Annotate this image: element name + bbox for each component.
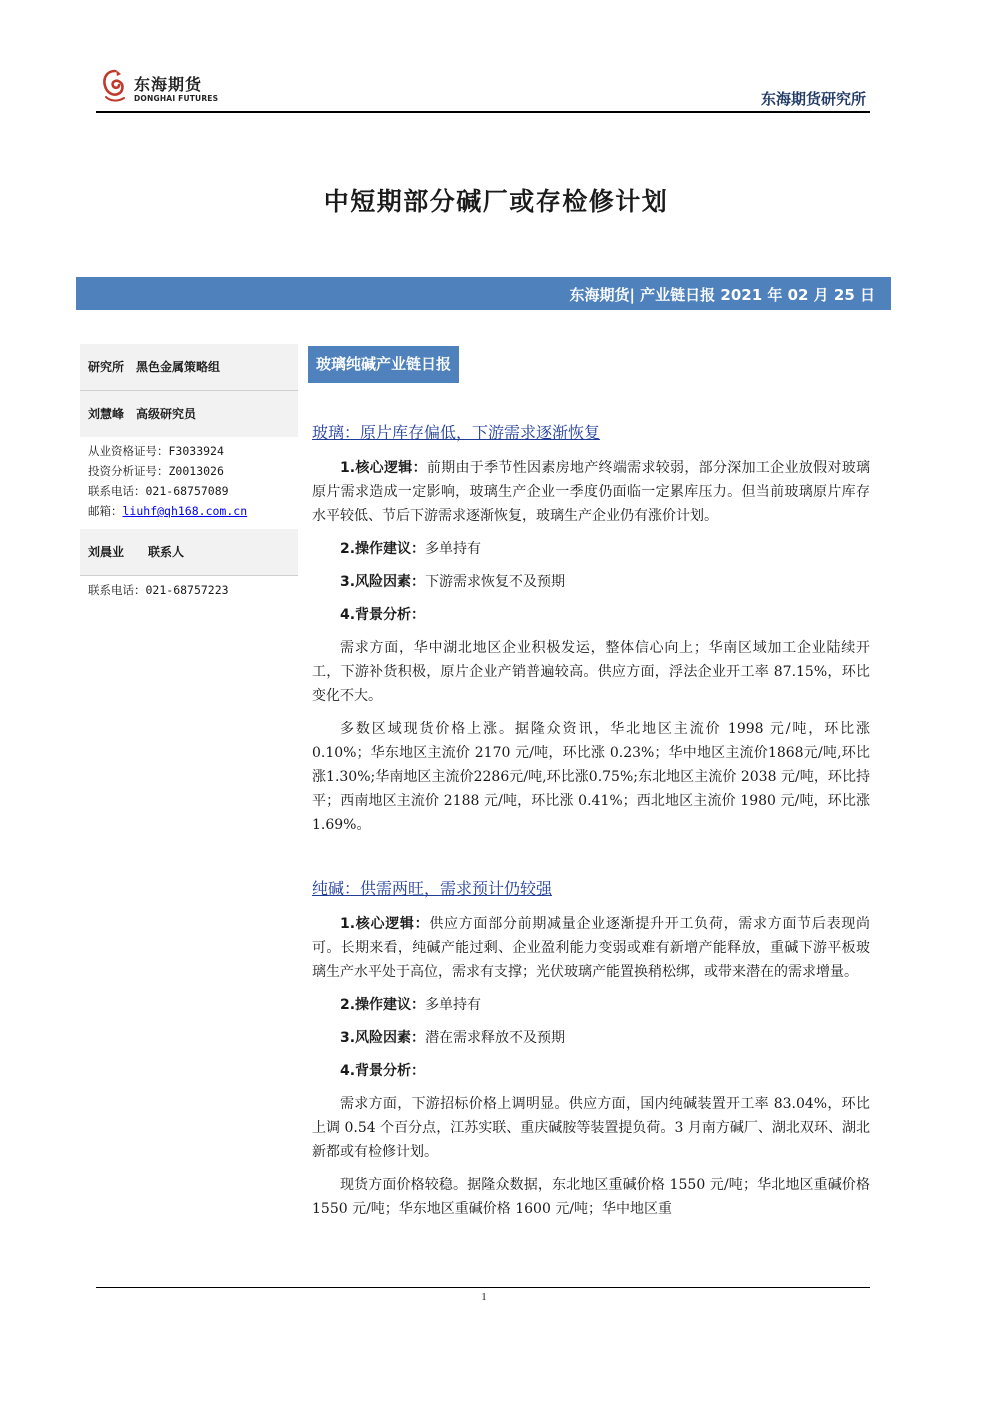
glass-background-demand: 需求方面，华中湖北地区企业积极发运，整体信心向上；华南区域加工企业陆续开工，下游补货积极，原片企业产销普遍较高。供应方面，浮法企业开工率 87.15%，环比变化不大。 [312,640,870,704]
page-number: 1 [481,1291,487,1303]
email-link[interactable]: liuhf@qh168.com.cn [122,504,248,518]
core-logic-text: 前期由于季节性因素房地产终端需求较弱，部分深加工企业放假对玻璃原片需求造成一定影响，玻璃生产企业一季度仍面临一定累库压力。但当前玻璃原片库存水平较低、节后下游需求逐渐恢复，玻璃生产企业仍有涨价计划。 [312,460,871,524]
background-label: 4.背景分析： [340,1063,426,1079]
glass-risk [312,570,870,594]
glass-operation [312,537,870,561]
column-title-badge: 玻璃纯碱产业链日报 [308,346,459,383]
report-title: 中短期部分碱厂或存检修计划 [323,187,669,216]
risk-label: 3.风险因素： [340,574,426,590]
sidebar-analyst: 刘慧峰 高级研究员 [80,391,298,437]
analyst-email-row [88,501,290,521]
background-label: 4.背景分析： [340,607,426,623]
email-label: 邮箱： [88,504,123,518]
contact-info [80,576,298,608]
institute-name: 东海期货研究所 [760,90,866,108]
soda-core-logic [312,912,870,984]
operation-label: 2.操作建议： [340,997,426,1013]
soda-background-label [312,1059,870,1083]
operation-label: 2.操作建议： [340,541,426,557]
soda-section-heading: 纯碱：供需两旺，需求预计仍较强 [312,879,553,898]
report-banner [76,277,891,310]
risk-text: 下游需求恢复不及预期 [425,574,566,590]
soda-background-demand: 需求方面，下游招标价格上调明显。供应方面，国内纯碱装置开工率 83.04%，环比上调 0.54 个百分点，江苏实联、重庆碱胺等装置提负荷。3 月南方碱厂、湖北双环、湖北新都或有检修计划。 [312,1096,870,1160]
banner-date-text: 东海期货| 产业链日报 2021 年 02 月 25 日 [569,286,875,304]
soda-background-prices: 现货方面价格较稳。据隆众数据，东北地区重碱价格 1550 元/吨；华北地区重碱价格 1550 元/吨；华东地区重碱价格 1600 元/吨；华中地区重 [312,1177,870,1217]
analyst-qualification: 从业资格证号：F3033924 [88,444,224,458]
logo-english-name: DONGHAI FUTURES [134,94,219,103]
risk-label: 3.风险因素： [340,1030,426,1046]
dragon-logo-icon [100,68,130,104]
analyst-investment-cert: 投资分析证号：Z0013026 [88,464,224,478]
analyst-phone: 联系电话：021-68757089 [88,484,229,498]
sidebar-dept: 研究所 黑色金属策略组 [80,344,298,390]
glass-background-prices: 多数区域现货价格上涨。据隆众资讯，华北地区主流价 1998 元/吨，环比涨 0.10%；华东地区主流价 2170 元/吨，环比涨 0.23%；华中地区主流价1868元/吨,环比涨1.30%;华南地区主流价2286元/吨,环比涨0.75%;东北地区主流价 2038 元/吨，环比持平；西南地区主流价 2188 元/吨，环比涨 0.41%；西北地区主流价 1980 元/吨，环比涨 1.69%。 [312,721,870,833]
operation-text: 多单持有 [425,541,482,557]
author-sidebar [80,344,298,608]
core-logic-label: 1.核心逻辑： [340,460,427,476]
contact-phone: 联系电话：021-68757223 [88,583,229,597]
company-logo [100,68,230,108]
report-body [312,420,870,1230]
glass-core-logic [312,456,870,528]
analyst-info [80,437,298,529]
core-logic-text: 供应方面部分前期减量企业逐渐提升开工负荷，需求方面节后表现尚可。长期来看，纯碱产能过剩、企业盈利能力变弱或难有新增产能释放，重碱下游平板玻璃生产水平处于高位，需求有支撑；光伏玻璃产能置换稍松绑，或带来潜在的需求增量。 [312,916,871,980]
operation-text: 多单持有 [425,997,482,1013]
soda-operation [312,993,870,1017]
soda-risk [312,1026,870,1050]
logo-chinese-name: 东海期货 [134,75,203,94]
risk-text: 潜在需求释放不及预期 [425,1030,566,1046]
header-divider [96,111,870,113]
glass-background-label [312,603,870,627]
core-logic-label: 1.核心逻辑： [340,916,430,932]
section-spacer [312,846,870,876]
footer-divider [96,1287,870,1288]
sidebar-contact: 刘晨业 联系人 [80,529,298,575]
glass-section-heading: 玻璃：原片库存偏低，下游需求逐渐恢复 [312,423,601,442]
